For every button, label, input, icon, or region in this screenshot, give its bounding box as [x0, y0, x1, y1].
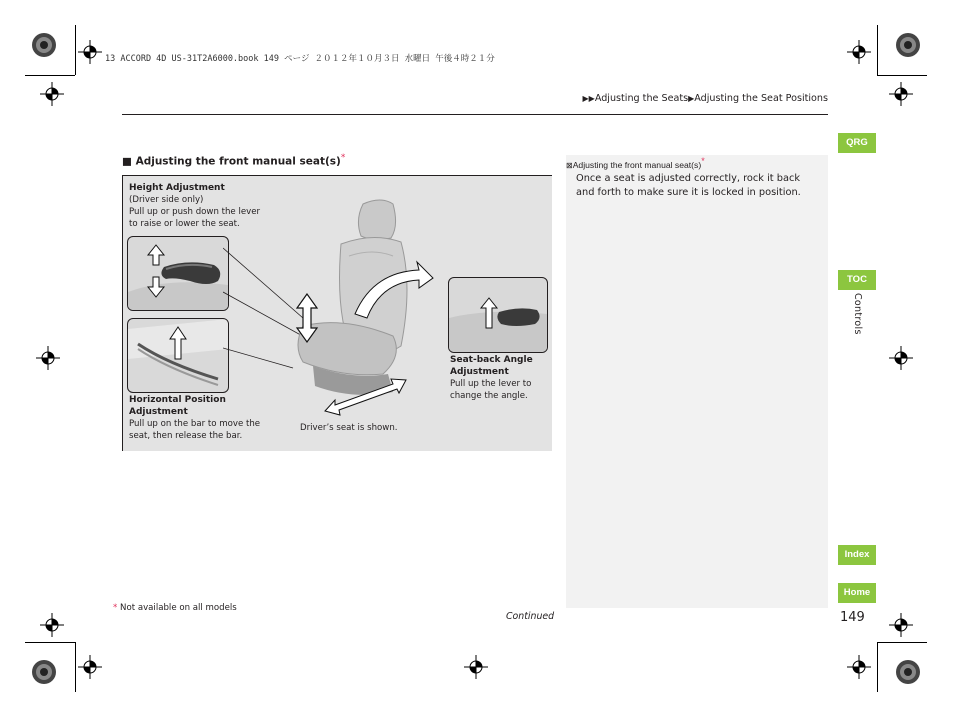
crosshair-mark-icon: [78, 655, 102, 679]
registration-target-icon: [894, 31, 922, 59]
horizontal-position-line1: Pull up on the bar to move the: [129, 419, 261, 429]
sidebar-heading-text: Adjusting the front manual seat(s): [572, 159, 702, 170]
reference-icon: ⊠: [566, 160, 573, 170]
seatback-angle-title-2: Adjustment: [450, 367, 509, 377]
horizontal-bar-inset: [127, 318, 229, 393]
section-title-text: Adjusting the front manual seat(s): [135, 155, 341, 168]
height-adjustment-title: Height Adjustment: [129, 183, 225, 193]
index-button[interactable]: Index: [838, 545, 876, 565]
page-number: 149: [840, 610, 865, 625]
crop-line: [877, 75, 927, 76]
height-lever-icon: [128, 237, 228, 310]
height-adjustment-line2: to raise or lower the seat.: [129, 219, 240, 229]
crosshair-mark-icon: [464, 655, 488, 679]
breadcrumb-arrows-icon: ▶▶: [582, 94, 595, 103]
breadcrumb: [583, 93, 829, 104]
height-lever-inset: [127, 236, 229, 311]
crop-line: [75, 642, 76, 692]
continued-label: Continued: [506, 611, 555, 622]
footnote: [113, 603, 237, 613]
toc-button[interactable]: TOC: [838, 270, 876, 290]
crosshair-mark-icon: [889, 82, 913, 106]
horizontal-position-line2: seat, then release the bar.: [129, 431, 243, 441]
seatback-angle-title-1: Seat-back Angle: [450, 355, 533, 365]
seatback-lever-inset: [448, 277, 548, 353]
seat-adjustment-figure: [122, 175, 552, 451]
crop-line: [877, 642, 878, 692]
seatback-angle-line2: change the angle.: [450, 391, 528, 401]
header-divider: [122, 114, 828, 115]
registration-target-icon: [30, 31, 58, 59]
section-bullet: ■: [122, 155, 132, 168]
crosshair-mark-icon: [40, 613, 64, 637]
breadcrumb-section-link[interactable]: Adjusting the Seats: [594, 93, 689, 104]
chapter-label: Controls: [852, 293, 863, 335]
crosshair-mark-icon: [889, 613, 913, 637]
crop-line: [25, 642, 75, 643]
seatback-lever-icon: [449, 278, 547, 352]
section-asterisk: *: [340, 153, 346, 163]
crosshair-mark-icon: [847, 40, 871, 64]
sidebar-panel: [566, 155, 828, 608]
figure-caption: Driver’s seat is shown.: [300, 423, 398, 433]
breadcrumb-page-link[interactable]: Adjusting the Seat Positions: [694, 93, 828, 104]
footnote-text: Not available on all models: [120, 603, 237, 613]
crosshair-mark-icon: [36, 346, 60, 370]
crop-line: [877, 25, 878, 75]
home-button[interactable]: Home: [838, 583, 876, 603]
crop-line: [877, 642, 927, 643]
seatback-angle-label: [450, 354, 533, 402]
horizontal-bar-icon: [128, 319, 228, 392]
sidebar-body: Once a seat is adjusted correctly, rock it back and forth to make sure it is locked in position.: [576, 173, 801, 198]
crop-line: [25, 75, 75, 76]
crosshair-mark-icon: [40, 82, 64, 106]
breadcrumb-separator-icon: ▶: [688, 94, 695, 103]
horizontal-position-title-2: Adjustment: [129, 407, 188, 417]
registration-target-icon: [30, 658, 58, 686]
crosshair-mark-icon: [78, 40, 102, 64]
sidebar-heading: [566, 156, 705, 170]
crop-line: [75, 25, 76, 75]
qrg-button[interactable]: QRG: [838, 133, 876, 153]
crosshair-mark-icon: [889, 346, 913, 370]
footnote-asterisk: *: [113, 603, 118, 613]
height-adjustment-note: (Driver side only): [129, 195, 204, 205]
horizontal-position-title-1: Horizontal Position: [129, 395, 226, 405]
section-title: [122, 153, 345, 168]
book-file-header: 13 ACCORD 4D US-31T2A6000.book 149 ページ ２０１２年１０月３日 水曜日 午後４時２１分: [105, 54, 495, 64]
registration-target-icon: [894, 658, 922, 686]
sidebar-asterisk: *: [701, 156, 705, 166]
height-adjustment-line1: Pull up or push down the lever: [129, 207, 261, 217]
front-seat-illustration: [223, 196, 453, 421]
crosshair-mark-icon: [847, 655, 871, 679]
seatback-angle-line1: Pull up the lever to: [450, 379, 532, 389]
